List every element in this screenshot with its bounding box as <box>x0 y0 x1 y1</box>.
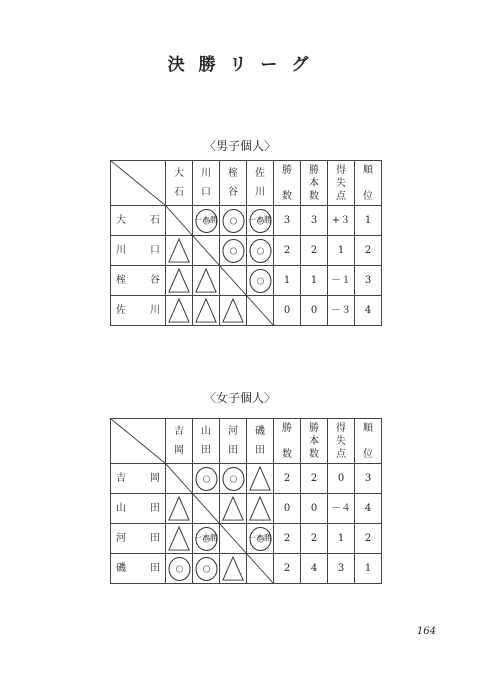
win-circle-icon <box>249 238 272 264</box>
loss-triangle-icon <box>247 494 273 523</box>
stat-header-line3: 位 <box>363 190 373 202</box>
row-name-cell <box>111 266 166 296</box>
stat-header-line3: 数 <box>282 448 292 460</box>
stat-header-line2: 失 <box>336 177 346 189</box>
result-cell <box>193 524 220 554</box>
result-cell <box>193 296 220 326</box>
stat-cell: 2 <box>301 236 328 266</box>
women-stat-header-1 <box>301 419 328 464</box>
win-circle-icon <box>195 556 218 582</box>
table-row <box>111 266 382 296</box>
col-header-top: 河 <box>228 426 238 437</box>
stat-header-line1: 得 <box>336 164 346 176</box>
win-circle-icon <box>195 466 218 492</box>
col-header-bottom: 岡 <box>174 445 184 456</box>
col-header-bottom: 田 <box>228 445 238 456</box>
women-col-header-3 <box>247 419 274 464</box>
player-name: 川 口 <box>116 245 160 256</box>
stat-cell: 2 <box>274 236 301 266</box>
stat-header-line3: 数 <box>282 190 292 202</box>
result-cell <box>166 236 193 266</box>
result-cell <box>166 296 193 326</box>
result-cell <box>247 554 274 584</box>
row-name-cell <box>111 236 166 266</box>
col-header-top: 山 <box>201 426 211 437</box>
ippon-win-label: 一本勝 <box>248 215 272 225</box>
player-name: 佐 川 <box>116 305 160 316</box>
ippon-win-label: 一本勝 <box>248 533 272 543</box>
stat-header-line1: 順 <box>363 422 373 434</box>
result-cell <box>193 236 220 266</box>
result-cell <box>247 266 274 296</box>
stat-cell: 2 <box>274 524 301 554</box>
self-diagonal-line <box>193 494 219 523</box>
stat-header-line1: 勝 <box>282 422 292 434</box>
men-stat-header-0 <box>274 161 301 206</box>
result-cell <box>166 554 193 584</box>
result-cell <box>166 266 193 296</box>
result-cell <box>166 494 193 524</box>
stat-header-line2: 本 <box>309 177 319 189</box>
col-header-bottom: 川 <box>255 187 265 198</box>
women-stat-header-2 <box>328 419 355 464</box>
col-header-top: 榁 <box>228 168 238 179</box>
stat-header-line1: 勝 <box>309 164 319 176</box>
result-cell <box>220 296 247 326</box>
women-header-row <box>111 419 382 464</box>
page-title: 決 勝 リ ー グ <box>167 55 313 75</box>
result-cell <box>193 464 220 494</box>
stat-header-line3: 点 <box>336 448 346 460</box>
corner-diagonal-line <box>111 419 165 463</box>
loss-triangle-icon <box>220 296 246 325</box>
result-cell <box>166 524 193 554</box>
stat-cell: 1 <box>355 554 382 584</box>
result-cell <box>166 464 193 494</box>
win-circle-icon <box>222 238 245 264</box>
stat-cell: 0 <box>328 464 355 494</box>
women-stat-header-0 <box>274 419 301 464</box>
stat-cell: 0 <box>301 494 328 524</box>
stat-cell: 1 <box>301 266 328 296</box>
player-name: 吉 岡 <box>116 473 160 484</box>
stat-cell: 3 <box>328 554 355 584</box>
stat-header-line1: 勝 <box>282 164 292 176</box>
stat-header-line2: 失 <box>336 435 346 447</box>
row-name-cell <box>111 206 166 236</box>
loss-triangle-icon <box>166 524 192 553</box>
stat-cell: 1 <box>328 524 355 554</box>
women-col-header-0 <box>166 419 193 464</box>
stat-cell: +３ <box>328 206 355 236</box>
stat-header-line3: 位 <box>363 448 373 460</box>
stat-cell: 3 <box>355 464 382 494</box>
stat-cell: 2 <box>301 524 328 554</box>
stat-cell: 4 <box>301 554 328 584</box>
men-league-table <box>110 160 382 326</box>
stat-cell: 3 <box>355 266 382 296</box>
result-cell <box>193 266 220 296</box>
self-diagonal-line <box>220 524 246 553</box>
table-row <box>111 464 382 494</box>
stat-cell: 3 <box>301 206 328 236</box>
col-header-bottom: 谷 <box>228 187 238 198</box>
player-name: 磯 田 <box>116 563 160 574</box>
win-circle-icon <box>222 466 245 492</box>
stat-header-line2 <box>355 177 381 190</box>
page-number: 164 <box>416 626 436 637</box>
women-league-table <box>110 418 382 584</box>
result-cell <box>193 206 220 236</box>
stat-cell: 0 <box>274 296 301 326</box>
col-header-bottom: 口 <box>201 187 211 198</box>
loss-triangle-icon <box>166 494 192 523</box>
result-cell <box>193 494 220 524</box>
men-stat-header-3 <box>355 161 382 206</box>
result-cell <box>247 524 274 554</box>
table-row <box>111 494 382 524</box>
women-col-header-1 <box>193 419 220 464</box>
men-stat-header-1 <box>301 161 328 206</box>
col-header-top: 大 <box>174 168 184 179</box>
loss-triangle-icon <box>166 266 192 295</box>
col-header-bottom: 田 <box>201 445 211 456</box>
result-cell <box>166 206 193 236</box>
col-header-top: 磯 <box>255 426 265 437</box>
self-diagonal-line <box>220 266 246 295</box>
women-subtitle: 〈女子個人〉 <box>203 391 276 405</box>
result-cell <box>220 464 247 494</box>
result-cell <box>247 464 274 494</box>
stat-cell: 2 <box>355 524 382 554</box>
result-cell <box>220 524 247 554</box>
result-cell <box>247 236 274 266</box>
table-row <box>111 206 382 236</box>
stat-cell: 2 <box>355 236 382 266</box>
player-name: 大 石 <box>116 215 160 226</box>
result-cell <box>220 554 247 584</box>
corner-diagonal-line <box>111 161 165 205</box>
loss-triangle-icon <box>166 236 192 265</box>
men-col-header-2 <box>220 161 247 206</box>
self-diagonal-line <box>193 236 219 265</box>
stat-header-line2 <box>355 435 381 448</box>
loss-triangle-icon <box>193 266 219 295</box>
stat-cell: 1 <box>274 266 301 296</box>
stat-cell: 2 <box>274 554 301 584</box>
row-name-cell <box>111 524 166 554</box>
result-cell <box>247 296 274 326</box>
men-col-header-1 <box>193 161 220 206</box>
table-row <box>111 236 382 266</box>
stat-cell: 2 <box>274 464 301 494</box>
loss-triangle-icon <box>247 464 273 493</box>
women-corner-cell <box>111 419 166 464</box>
stat-cell: 1 <box>328 236 355 266</box>
stat-header-line1: 勝 <box>309 422 319 434</box>
stat-cell: 0 <box>274 494 301 524</box>
win-circle-icon <box>222 208 245 234</box>
men-stat-header-2 <box>328 161 355 206</box>
self-diagonal-line <box>166 464 192 493</box>
stat-cell: －３ <box>328 296 355 326</box>
col-header-bottom: 石 <box>174 187 184 198</box>
stat-cell: －１ <box>328 266 355 296</box>
player-name: 河 田 <box>116 533 160 544</box>
col-header-bottom: 田 <box>255 445 265 456</box>
men-subtitle: 〈男子個人〉 <box>203 139 276 153</box>
loss-triangle-icon <box>193 296 219 325</box>
player-name: 山 田 <box>116 503 160 514</box>
women-col-header-2 <box>220 419 247 464</box>
stat-header-line2 <box>274 177 300 190</box>
stat-cell: －４ <box>328 494 355 524</box>
stat-header-line1: 得 <box>336 422 346 434</box>
women-stat-header-3 <box>355 419 382 464</box>
men-col-header-0 <box>166 161 193 206</box>
stat-header-line3: 点 <box>336 190 346 202</box>
table-row <box>111 524 382 554</box>
result-cell <box>247 494 274 524</box>
row-name-cell <box>111 554 166 584</box>
men-corner-cell <box>111 161 166 206</box>
ippon-win-label: 一本勝 <box>194 533 218 543</box>
col-header-top: 吉 <box>174 426 184 437</box>
loss-triangle-icon <box>220 494 246 523</box>
self-diagonal-line <box>247 554 273 583</box>
loss-triangle-icon <box>220 554 246 583</box>
stat-header-line3: 数 <box>309 190 319 202</box>
result-cell <box>220 236 247 266</box>
row-name-cell <box>111 494 166 524</box>
ippon-win-label: 一本勝 <box>194 215 218 225</box>
stat-cell: 3 <box>274 206 301 236</box>
stat-cell: 2 <box>301 464 328 494</box>
stat-cell: 0 <box>301 296 328 326</box>
row-name-cell <box>111 464 166 494</box>
win-circle-icon <box>168 556 191 582</box>
men-col-header-3 <box>247 161 274 206</box>
row-name-cell <box>111 296 166 326</box>
stat-cell: 1 <box>355 206 382 236</box>
stat-cell: 4 <box>355 296 382 326</box>
stat-header-line1: 順 <box>363 164 373 176</box>
win-circle-icon <box>249 268 272 294</box>
result-cell <box>193 554 220 584</box>
table-row <box>111 554 382 584</box>
men-header-row <box>111 161 382 206</box>
result-cell <box>220 266 247 296</box>
result-cell <box>247 206 274 236</box>
col-header-top: 佐 <box>255 168 265 179</box>
result-cell <box>220 206 247 236</box>
table-row <box>111 296 382 326</box>
loss-triangle-icon <box>166 296 192 325</box>
stat-header-line3: 数 <box>309 448 319 460</box>
stat-cell: 4 <box>355 494 382 524</box>
self-diagonal-line <box>166 206 192 235</box>
col-header-top: 川 <box>201 168 211 179</box>
self-diagonal-line <box>247 296 273 325</box>
result-cell <box>220 494 247 524</box>
stat-header-line2 <box>274 435 300 448</box>
player-name: 榁 谷 <box>116 275 160 286</box>
stat-header-line2: 本 <box>309 435 319 447</box>
